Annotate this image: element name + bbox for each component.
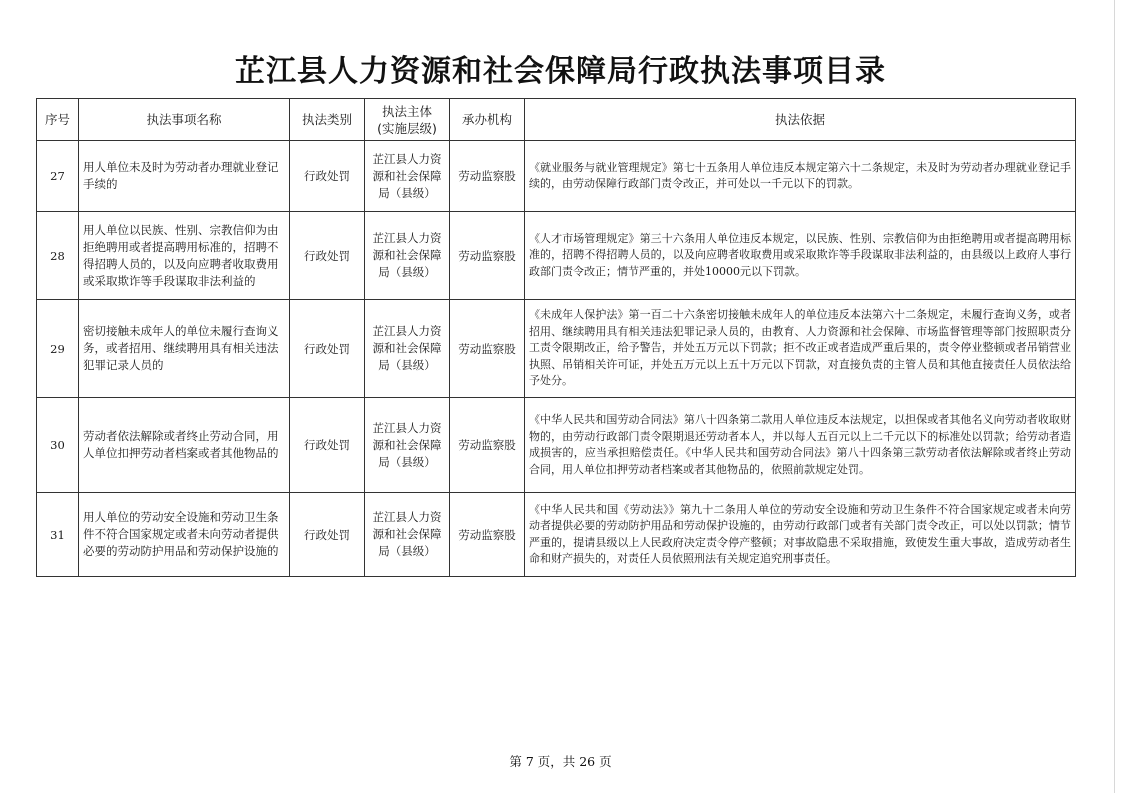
row-basis: 《未成年人保护法》第一百二十六条密切接触未成年人的单位违反本法第六十二条规定，未履行查询义务，或者招用、继续聘用具有相关违法犯罪记录人员的，由教育、人力资源和社会保障、市场监督管理等部门按照职责分工责令限期改正，给予警告，并处五万元以下罚款；拒不改正或者造成严重后果的，责令停业整顿或者吊销营业执照、吊销相关许可证，并处五万元以上五十万元以下罚款，对直接负责的主管人员和其他直接责任人员依法给予处分。: [525, 300, 1076, 398]
header-name: 执法事项名称: [79, 99, 290, 141]
enforcement-catalog-table: [36, 98, 1076, 577]
row-no: 31: [37, 493, 79, 577]
row-name: 密切接触未成年人的单位未履行查询义务，或者招用、继续聘用具有相关违法犯罪记录人员的: [79, 300, 290, 398]
table-row: [37, 398, 1076, 493]
row-basis: 《就业服务与就业管理规定》第七十五条用人单位违反本规定第六十二条规定，未及时为劳动者办理就业登记手续的，由劳动保障行政部门责令改正，并可处以一千元以下的罚款。: [525, 141, 1076, 212]
row-category: 行政处罚: [290, 493, 365, 577]
table-row: [37, 141, 1076, 212]
row-category: 行政处罚: [290, 212, 365, 300]
page-footer: 第 7 页，共 26 页: [509, 754, 612, 769]
row-name: 劳动者依法解除或者终止劳动合同，用人单位扣押劳动者档案或者其他物品的: [79, 398, 290, 493]
row-org: 劳动监察股: [450, 141, 525, 212]
page-title: 芷江县人力资源和社会保障局行政执法事项目录: [235, 54, 886, 89]
row-category: 行政处罚: [290, 398, 365, 493]
header-subject: 执法主体 (实施层级): [365, 99, 450, 141]
row-org: 劳动监察股: [450, 398, 525, 493]
header-org: 承办机构: [450, 99, 525, 141]
row-basis: 《中华人民共和国劳动合同法》第八十四条第二款用人单位违反本法规定，以担保或者其他名义向劳动者收取财物的，由劳动行政部门责令限期退还劳动者本人，并以每人五百元以上二千元以下的标准处以罚款；给劳动者造成损害的，应当承担赔偿责任。《中华人民共和国劳动合同法》第八十四条第三款劳动者依法解除或者终止劳动合同，用人单位扣押劳动者档案或者其他物品的，依照前款规定处罚。: [525, 398, 1076, 493]
table-row: [37, 300, 1076, 398]
row-basis: 《中华人民共和国《劳动法》》第九十二条用人单位的劳动安全设施和劳动卫生条件不符合国家规定或者未向劳动者提供必要的劳动防护用品和劳动保护设施的，由劳动行政部门或者有关部门责令改正，可以处以罚款；情节严重的，提请县级以上人民政府决定责令停产整顿；对事故隐患不采取措施，致使发生重大事故，造成劳动者生命和财产损失的，对责任人员依照刑法有关规定追究刑事责任。: [525, 493, 1076, 577]
row-no: 28: [37, 212, 79, 300]
row-no: 30: [37, 398, 79, 493]
row-subject: 芷江县人力资源和社会保障局（县级）: [365, 141, 450, 212]
table-header-row: [37, 99, 1076, 141]
row-subject: 芷江县人力资源和社会保障局（县级）: [365, 398, 450, 493]
row-org: 劳动监察股: [450, 212, 525, 300]
row-category: 行政处罚: [290, 300, 365, 398]
row-org: 劳动监察股: [450, 493, 525, 577]
header-no: 序号: [37, 99, 79, 141]
table-row: [37, 493, 1076, 577]
header-category: 执法类别: [290, 99, 365, 141]
row-subject: 芷江县人力资源和社会保障局（县级）: [365, 493, 450, 577]
row-name: 用人单位的劳动安全设施和劳动卫生条件不符合国家规定或者未向劳动者提供必要的劳动防护用品和劳动保护设施的: [79, 493, 290, 577]
row-org: 劳动监察股: [450, 300, 525, 398]
row-basis: 《人才市场管理规定》第三十六条用人单位违反本规定，以民族、性别、宗教信仰为由拒绝聘用或者提高聘用标准的，招聘不得招聘人员的，以及向应聘者收取费用或采取欺诈等手段谋取非法利益的，由县级以上政府人事行政部门责令改正；情节严重的，并处10000元以下罚款。: [525, 212, 1076, 300]
row-no: 29: [37, 300, 79, 398]
row-subject: 芷江县人力资源和社会保障局（县级）: [365, 212, 450, 300]
page-edge: [1114, 0, 1115, 793]
row-subject: 芷江县人力资源和社会保障局（县级）: [365, 300, 450, 398]
row-category: 行政处罚: [290, 141, 365, 212]
row-name: 用人单位未及时为劳动者办理就业登记手续的: [79, 141, 290, 212]
row-no: 27: [37, 141, 79, 212]
table-row: [37, 212, 1076, 300]
header-basis: 执法依据: [525, 99, 1076, 141]
row-name: 用人单位以民族、性别、宗教信仰为由拒绝聘用或者提高聘用标准的，招聘不得招聘人员的，以及向应聘者收取费用或采取欺诈等手段谋取非法利益的: [79, 212, 290, 300]
